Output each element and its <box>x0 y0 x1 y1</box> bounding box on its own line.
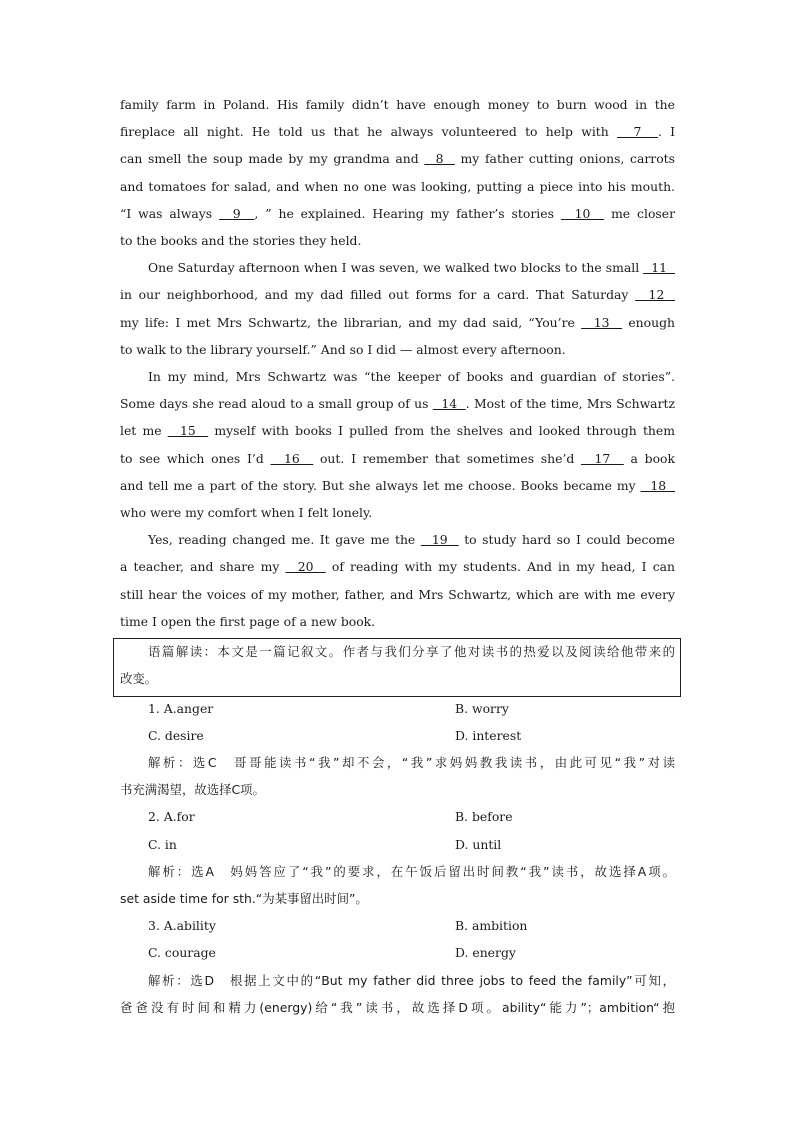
passage-text: and tell me a part of the story. But she always let me choose. Books became my <box>120 477 641 493</box>
q2-option-c: C. in <box>148 837 177 852</box>
answer-blank: 9 <box>218 205 255 221</box>
answer-blank: 11 <box>643 260 676 276</box>
passage-text: Some days she read aloud to a small group of us <box>120 396 433 412</box>
passage-line <box>120 586 675 604</box>
answer-blank: 19 <box>420 532 459 548</box>
passage-line <box>120 205 675 223</box>
q1-option-d: D. interest <box>455 728 522 743</box>
passage-line <box>120 477 675 495</box>
answer-blank: 16 <box>270 450 314 466</box>
q1-analysis-line-2: 书充满渴望，故选择C项。 <box>120 782 265 797</box>
passage-line <box>148 259 675 277</box>
answer-blank: 15 <box>167 423 209 439</box>
q2-analysis-line-1: 解析：选A 妈妈答应了“我”的要求，在午饭后留出时间教“我”读书，故选择A项。 <box>148 864 675 879</box>
answer-blank: 17 <box>581 450 624 466</box>
passage-text: out. I remember that sometimes she’d <box>313 450 582 466</box>
passage-text: a book <box>623 450 675 466</box>
passage-text: my father cutting onions, carrots <box>454 151 676 167</box>
passage-text: In my mind, Mrs Schwartz was “the keeper of books and guardian of stories”. <box>148 369 675 384</box>
answer-blank: 8 <box>424 151 455 167</box>
passage-line <box>120 286 675 304</box>
summary-line-2: 改变。 <box>120 671 158 686</box>
answer-blank: 12 <box>635 287 675 303</box>
passage-text: to study hard so I could become <box>458 532 675 548</box>
q3-option-d: D. energy <box>455 945 516 960</box>
passage-line <box>120 178 675 196</box>
passage-text: family farm in Poland. His family didn’t have enough money to burn wood in the <box>120 97 675 112</box>
passage-text: still hear the voices of my mother, father, and Mrs Schwartz, which are with me every <box>120 586 675 602</box>
passage-line <box>120 341 675 359</box>
passage-line <box>120 123 675 141</box>
passage-line <box>148 531 675 549</box>
passage-text: me closer <box>604 205 676 221</box>
passage-text: enough <box>622 314 675 330</box>
q2-option-b: B. before <box>455 809 513 824</box>
passage-line <box>120 96 675 114</box>
q3-option-b: B. ambition <box>455 918 528 933</box>
q1-option-a: 1. A.anger <box>148 701 214 716</box>
q3-analysis-line-2: 爸爸没有时间和精力(energy)给“我”读书，故选择D项。ability“能力”；ambition“抱 <box>120 1000 675 1015</box>
answer-blank: 20 <box>285 559 326 575</box>
passage-text: One Saturday afternoon when I was seven, we walked two blocks to the small <box>148 260 644 276</box>
q1-option-b: B. worry <box>455 701 509 716</box>
passage-text: Yes, reading changed me. It gave me the <box>148 532 421 548</box>
passage-line <box>120 558 675 576</box>
passage-line <box>120 450 675 468</box>
passage-text: . Most of the time, Mrs Schwartz <box>465 396 676 412</box>
passage-line <box>148 368 675 386</box>
passage-line <box>120 232 675 250</box>
answer-blank: 18 <box>640 477 675 493</box>
passage-text: to the books and the stories they held. <box>120 233 362 248</box>
passage-text: myself with books I pulled from the shelves and looked through them <box>208 423 675 439</box>
q2-option-a: 2. A.for <box>148 809 195 824</box>
q2-analysis-line-2: set aside time for sth.“为某事留出时间”。 <box>120 891 368 906</box>
q3-option-a: 3. A.ability <box>148 918 216 933</box>
answer-blank: 13 <box>581 314 623 330</box>
passage-text: who were my comfort when I felt lonely. <box>120 505 373 520</box>
passage-text: and tomatoes for salad, and when no one was looking, putting a piece into his mouth. <box>120 178 675 194</box>
answer-blank: 14 <box>432 396 466 412</box>
passage-line <box>120 150 675 168</box>
passage-text: my life: I met Mrs Schwartz, the librarian, and my dad said, “You’re <box>120 314 582 330</box>
passage-text: a teacher, and share my <box>120 559 286 575</box>
q3-analysis-line-1: 解析：选D 根据上文中的“But my father did three jobs to feed the family”可知， <box>148 973 675 988</box>
answer-blank: 7 <box>617 124 658 140</box>
passage-text: . I <box>657 124 675 140</box>
answer-blank: 10 <box>560 205 605 221</box>
passage-text: , ” he explained. Hearing my father’s stories <box>254 205 561 221</box>
passage-text: in our neighborhood, and my dad filled out forms for a card. That Saturday <box>120 287 636 303</box>
passage-text: to see which ones I’d <box>120 450 271 466</box>
passage-text: time I open the first page of a new book. <box>120 613 376 629</box>
q1-option-c: C. desire <box>148 728 204 743</box>
passage-line <box>120 504 675 522</box>
passage-text: to walk to the library yourself.” And so I did — almost every afternoon. <box>120 341 566 357</box>
passage-line <box>120 422 675 440</box>
q1-analysis-line-1: 解析：选C 哥哥能读书“我”却不会，“我”求妈妈教我读书，由此可见“我”对读 <box>148 755 675 770</box>
passage-text: “I was always <box>120 205 219 221</box>
passage-text: of reading with my students. And in my head, I can <box>325 559 675 575</box>
passage-text: let me <box>120 423 168 439</box>
passage-text: fireplace all night. He told us that he always volunteered to help with <box>120 124 617 140</box>
q3-option-c: C. courage <box>148 945 216 960</box>
passage-line <box>120 613 675 631</box>
summary-line-1: 语篇解读：本文是一篇记叙文。作者与我们分享了他对读书的热爱以及阅读给他带来的 <box>148 644 675 659</box>
passage-text: can smell the soup made by my grandma and <box>120 151 425 167</box>
q2-option-d: D. until <box>455 837 502 852</box>
passage-line <box>120 395 675 413</box>
passage-line <box>120 314 675 332</box>
